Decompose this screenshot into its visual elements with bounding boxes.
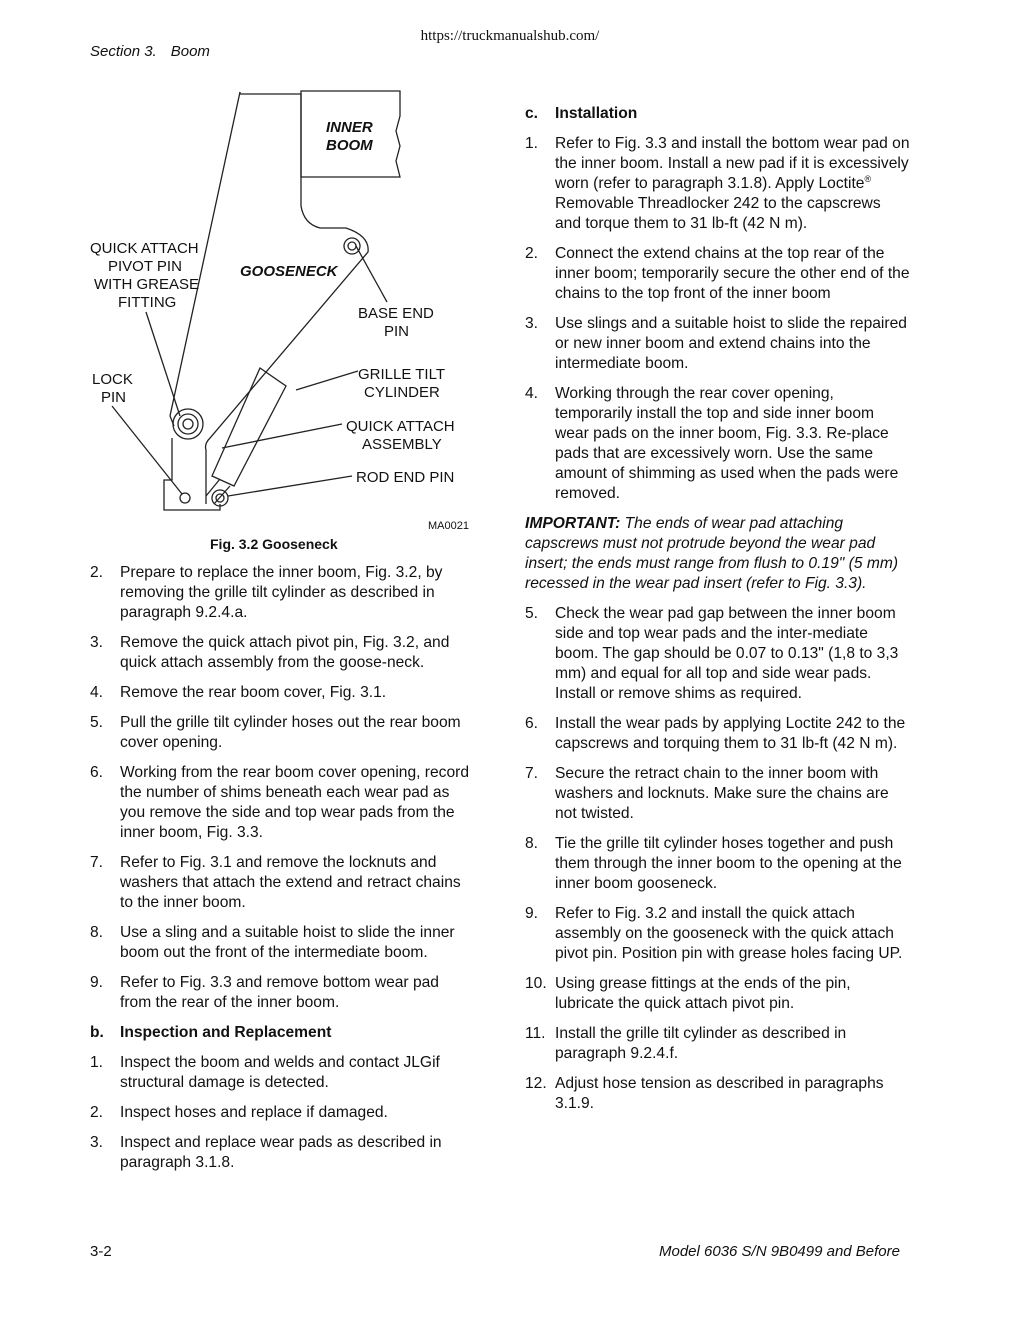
list-item: 7. Refer to Fig. 3.1 and remove the locknuts and washers that attach the extend and retract chains to the inner boom. xyxy=(90,854,461,911)
list-item: 7. Secure the retract chain to the inner boom with washers and locknuts. Make sure the chains are not twisted. xyxy=(525,765,889,822)
list-item: 8. Use a sling and a suitable hoist to slide the inner boom out the front of the intermediate boom. xyxy=(90,924,455,961)
left-column xyxy=(90,563,470,1183)
label-pivot-2: PIVOT PIN xyxy=(108,258,182,275)
page-number: 3-2 xyxy=(90,1243,112,1260)
list-item: 10. Using grease fittings at the ends of the pin, lubricate the quick attach pivot pin. xyxy=(525,975,851,1012)
label-pivot-1: QUICK ATTACH xyxy=(90,240,199,257)
subsection-heading-b: b. Inspection and Replacement xyxy=(90,1024,332,1041)
list-item: 2. Connect the extend chains at the top rear of the inner boom; temporarily secure the other end of the chains to the top front of the inner boom xyxy=(525,245,910,302)
important-note: IMPORTANT: The ends of wear pad attaching capscrews must not protrude beyond the wear pad insert; the ends must range from flush to 0.19" (5 mm) recessed in the wear pad insert (refer to Fig. 3.3). xyxy=(525,515,899,592)
list-item: 1. Refer to Fig. 3.3 and install the bottom wear pad on the inner boom. Install a new pad if it is excessively worn (refer to paragraph 3.1.8). Apply Loctite® Removable Threadlocker 242 to the capscrews and torque them to 31 lb-ft (42 N m). xyxy=(525,135,910,232)
gooseneck-diagram xyxy=(90,86,470,532)
base-end-pin xyxy=(344,238,360,254)
list-item: 4. Remove the rear boom cover, Fig. 3.1. xyxy=(90,684,387,701)
label-assembly-2: ASSEMBLY xyxy=(362,436,442,453)
subsection-heading-c: c. Installation xyxy=(525,105,638,122)
list-item: 2. Inspect hoses and replace if damaged. xyxy=(90,1104,388,1121)
list-item: 2. Prepare to replace the inner boom, Fig. 3.2, by removing the grille tilt cylinder as described in paragraph 9.2.4.a. xyxy=(90,564,443,621)
lock-pin xyxy=(180,493,190,503)
list-item: 3. Remove the quick attach pivot pin, Fig. 3.2, and quick attach assembly from the goose-neck. xyxy=(90,634,450,671)
label-lock-1: LOCK xyxy=(92,371,133,388)
gooseneck-figure xyxy=(90,86,470,532)
list-item: 12. Adjust hose tension as described in paragraphs 3.1.9. xyxy=(525,1075,884,1112)
label-base-end-1: BASE END xyxy=(358,305,434,322)
figure-code: MA0021 xyxy=(428,520,469,532)
label-inner-boom-2: BOOM xyxy=(326,137,373,154)
list-item: 8. Tie the grille tilt cylinder hoses together and push them through the inner boom to the opening at the inner boom gooseneck. xyxy=(525,835,902,892)
section-header xyxy=(90,43,210,60)
model-footer: Model 6036 S/N 9B0499 and Before xyxy=(658,1243,900,1260)
list-item: 3. Inspect and replace wear pads as described in paragraph 3.1.8. xyxy=(90,1134,442,1171)
registered-mark: ® xyxy=(864,173,872,184)
source-url[interactable]: https://truckmanualshub.com/ xyxy=(420,28,600,44)
label-grille-2: CYLINDER xyxy=(364,384,440,401)
label-pivot-3: WITH GREASE xyxy=(94,276,200,293)
list-item: 5. Pull the grille tilt cylinder hoses out the rear boom cover opening. xyxy=(90,714,461,751)
list-item: 6. Install the wear pads by applying Loctite 242 to the capscrews and torquing them to 31 lb-ft (42 N m). xyxy=(525,715,906,752)
list-item: 9. Refer to Fig. 3.2 and install the quick attach assembly on the gooseneck with the quick attach pivot pin. Position pin with grease holes facing UP. xyxy=(525,905,903,962)
label-assembly-1: QUICK ATTACH xyxy=(346,418,455,435)
figure-caption: Fig. 3.2 Gooseneck xyxy=(210,536,338,552)
list-item: 11. Install the grille tilt cylinder as described in paragraph 9.2.4.f. xyxy=(525,1025,847,1062)
list-item: 4. Working through the rear cover opening, temporarily install the top and side inner boom wear pads on the inner boom, Fig. 3.3. Re-place pads that are excessively worn. Use the same amount of shimming as used when the pads were removed. xyxy=(525,385,899,502)
important-label: IMPORTANT: xyxy=(525,515,621,532)
grille-tilt-cylinder xyxy=(212,368,286,486)
section-name: Boom xyxy=(170,43,210,60)
list-item: 5. Check the wear pad gap between the inner boom side and top wear pads and the inter-mediate boom. The gap should be 0.07 to 0.13" (1,8 to 3,3 mm) and equal for all top and side wear pads. Install or remove shims as required. xyxy=(525,605,899,702)
list-item: 1. Inspect the boom and welds and contact JLGif structural damage is detected. xyxy=(90,1054,440,1091)
right-column xyxy=(525,104,910,1124)
label-rod-end: ROD END PIN xyxy=(356,469,455,486)
list-item: 6. Working from the rear boom cover opening, record the number of shims beneath each wear pad as you remove the side and top wear pads from the inner boom, Fig. 3.3. xyxy=(90,764,470,841)
label-pivot-4: FITTING xyxy=(118,294,177,311)
label-gooseneck: GOOSENECK xyxy=(240,263,338,280)
section-number: Section 3. xyxy=(90,43,157,60)
list-item: 9. Refer to Fig. 3.3 and remove bottom wear pad from the rear of the inner boom. xyxy=(90,974,439,1011)
label-grille-1: GRILLE TILT xyxy=(358,366,445,383)
label-base-end-2: PIN xyxy=(384,323,410,340)
list-item: 3. Use slings and a suitable hoist to slide the repaired or new inner boom and extend chains into the intermediate boom. xyxy=(525,315,907,372)
label-lock-2: PIN xyxy=(101,389,127,406)
label-inner-boom-1: INNER xyxy=(326,119,373,136)
